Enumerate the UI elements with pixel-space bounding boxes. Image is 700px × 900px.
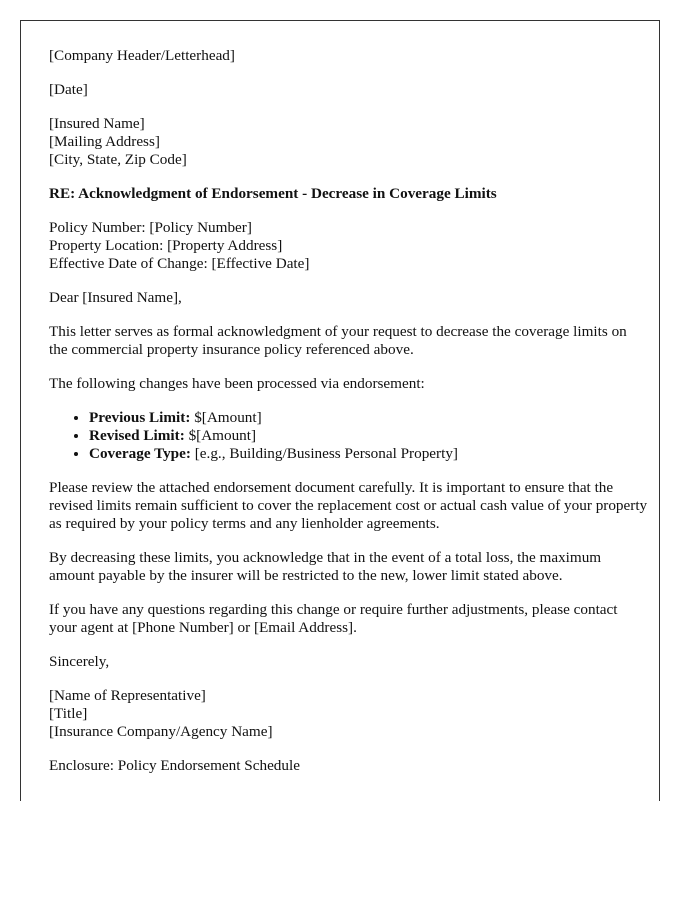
agency-name: [Insurance Company/Agency Name] [49,723,273,740]
recipient-city-state-zip: [City, State, Zip Code] [49,151,187,168]
paragraph-contact: If you have any questions regarding this change or require further adjustments, please contact your agent at [Phone Number] or [Email Address]. [49,601,618,636]
property-location: Property Location: [Property Address] [49,237,283,254]
list-item-previous-limit [89,409,649,427]
salutation: Dear [Insured Name], [49,289,182,306]
paragraph-review: Please review the attached endorsement document carefully. It is important to ensure that the revised limits remain sufficient to cover the replacement cost or actual cash value of your property as required by your policy terms and any lienholder agreements. [49,479,648,532]
recipient-mailing-address: [Mailing Address] [49,133,160,150]
representative-name: [Name of Representative] [49,687,206,704]
effective-date: Effective Date of Change: [Effective Date] [49,255,310,272]
revised-limit-label: Revised Limit: [89,427,185,444]
revised-limit-value: $[Amount] [184,427,257,444]
letter-date: [Date] [49,81,88,98]
representative-title: [Title] [49,705,88,722]
previous-limit-label: Previous Limit: [89,409,191,426]
letter-page [20,20,660,801]
previous-limit-value: $[Amount] [190,409,262,426]
recipient-name: [Insured Name] [49,115,145,132]
coverage-type-value: [e.g., Building/Business Personal Property] [190,445,458,462]
signature-block [49,687,649,741]
changes-list [49,409,649,463]
company-header: [Company Header/Letterhead] [49,47,235,64]
recipient-address [49,115,649,169]
list-item-coverage-type [89,445,649,463]
coverage-type-label: Coverage Type: [89,445,191,462]
paragraph-changes-intro: The following changes have been processed via endorsement: [49,375,425,392]
paragraph-acknowledge-loss: By decreasing these limits, you acknowledge that in the event of a total loss, the maximum amount payable by the insurer will be restricted to the new, lower limit stated above. [49,549,602,584]
list-item-revised-limit [89,427,649,445]
closing: Sincerely, [49,653,110,670]
enclosure-line: Enclosure: Policy Endorsement Schedule [49,757,300,774]
letter-body [49,47,649,791]
policy-number: Policy Number: [Policy Number] [49,219,252,236]
subject-line: RE: Acknowledgment of Endorsement - Decrease in Coverage Limits [49,185,497,202]
policy-info [49,219,649,273]
paragraph-acknowledgment: This letter serves as formal acknowledgment of your request to decrease the coverage limits on the commercial property insurance policy referenced above. [49,323,627,358]
